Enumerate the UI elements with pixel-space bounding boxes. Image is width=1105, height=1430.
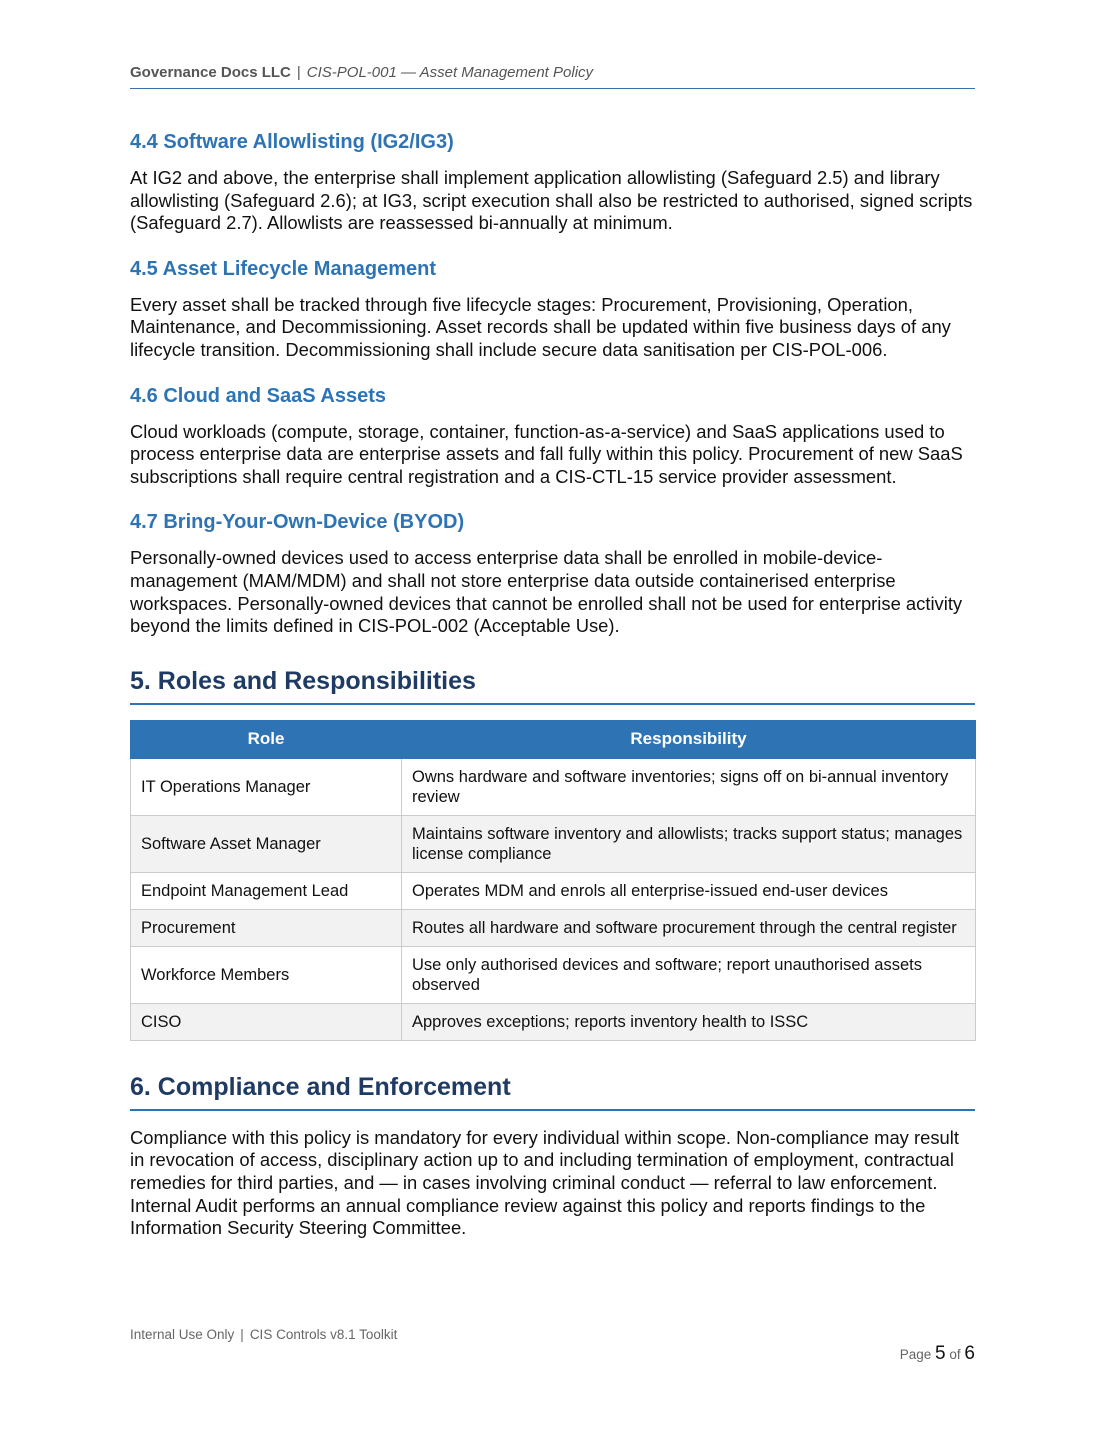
section-heading: 4.4 Software Allowlisting (IG2/IG3) <box>130 131 454 153</box>
table-header-row <box>131 720 976 758</box>
section-body: Personally-owned devices used to access enterprise data shall be enrolled in mobile-device-management (MAM/MDM) and shall not store enterprise data outside containerised enterprise workspaces. Personally-owned devices that cannot be enrolled shall not be used for enterprise activity beyond the limits defined in CIS-POL-002 (Acceptable Use). <box>130 547 963 637</box>
role-cell: CISO <box>131 1003 402 1040</box>
section-body: At IG2 and above, the enterprise shall implement application allowlisting (Safeguard 2.5) and library allowlisting (Safeguard 2.6); at IG3, script execution shall also be restricted to authorised, signed scripts (Safeguard 2.7). Allowlists are reassessed bi-annually at minimum. <box>130 167 973 234</box>
table-row <box>131 1003 976 1040</box>
responsibility-cell: Owns hardware and software inventories; signs off on bi-annual inventory review <box>402 758 976 815</box>
roles-table <box>130 720 976 1041</box>
section-4-7 <box>130 509 975 637</box>
role-cell: Workforce Members <box>131 946 402 1003</box>
page-content <box>130 129 975 1261</box>
section-heading: 4.5 Asset Lifecycle Management <box>130 257 437 280</box>
footer-separator: | <box>240 1327 244 1342</box>
responsibility-cell: Approves exceptions; reports inventory health to ISSC <box>402 1003 976 1040</box>
section-body: Cloud workloads (compute, storage, container, function-as-a-service) and SaaS applications used to process enterprise data are enterprise assets and fall fully within this policy. Procurement of new SaaS subscriptions shall require central registration and a CIS-CTL-15 service provider assessment. <box>130 420 963 487</box>
current-page: 5 <box>935 1343 946 1364</box>
roles-heading: 5. Roles and Responsibilities <box>130 665 975 705</box>
page-footer <box>130 1327 397 1342</box>
table-row <box>131 909 976 946</box>
table-row <box>131 872 976 909</box>
table-row <box>131 815 976 872</box>
section-body: Every asset shall be tracked through five lifecycle stages: Procurement, Provisioning, Operation, Maintenance, and Decommissioning. Asset records shall be updated within five business days of any lifecycle transition. Decommissioning shall include secure data sanitisation per CIS-POL-006. <box>130 293 951 360</box>
classification-label: Internal Use Only <box>130 1327 235 1342</box>
company-name: Governance Docs LLC <box>130 64 291 81</box>
role-cell: Software Asset Manager <box>131 815 402 872</box>
page-number <box>900 1343 975 1365</box>
roles-section <box>130 665 975 1041</box>
section-heading: 4.7 Bring-Your-Own-Device (BYOD) <box>130 511 465 534</box>
role-cell: Procurement <box>131 909 402 946</box>
role-cell: Endpoint Management Lead <box>131 872 402 909</box>
total-pages: 6 <box>964 1343 975 1364</box>
responsibility-cell: Use only authorised devices and software; report unauthorised assets observed <box>402 946 976 1003</box>
table-row <box>131 758 976 815</box>
of-label: of <box>949 1347 961 1362</box>
section-4-5 <box>130 256 975 362</box>
section-4-6 <box>130 383 975 489</box>
role-cell: IT Operations Manager <box>131 758 402 815</box>
toolkit-label: CIS Controls v8.1 Toolkit <box>249 1327 398 1342</box>
header-separator: | <box>296 64 301 81</box>
page-label: Page <box>899 1347 932 1362</box>
document-title: CIS-POL-001 — Asset Management Policy <box>306 64 594 81</box>
column-header-role: Role <box>131 720 402 758</box>
column-header-responsibility: Responsibility <box>402 720 976 758</box>
responsibility-cell: Maintains software inventory and allowlists; tracks support status; manages license compliance <box>402 815 976 872</box>
compliance-section <box>130 1071 975 1240</box>
table-row <box>131 946 976 1003</box>
responsibility-cell: Operates MDM and enrols all enterprise-issued end-user devices <box>402 872 976 909</box>
section-4-4 <box>130 129 975 235</box>
page-header <box>130 64 975 89</box>
section-heading: 4.6 Cloud and SaaS Assets <box>130 384 387 407</box>
compliance-body: Compliance with this policy is mandatory for every individual within scope. Non-compliance may result in revocation of access, disciplinary action up to and including termination of employment, contractual remedies for third parties, and — in cases involving criminal conduct — referral to law enforcement. Internal Audit performs an annual compliance review against this policy and reports findings to the Information Security Steering Committee. <box>130 1126 959 1239</box>
responsibility-cell: Routes all hardware and software procurement through the central register <box>402 909 976 946</box>
compliance-heading: 6. Compliance and Enforcement <box>130 1071 975 1111</box>
